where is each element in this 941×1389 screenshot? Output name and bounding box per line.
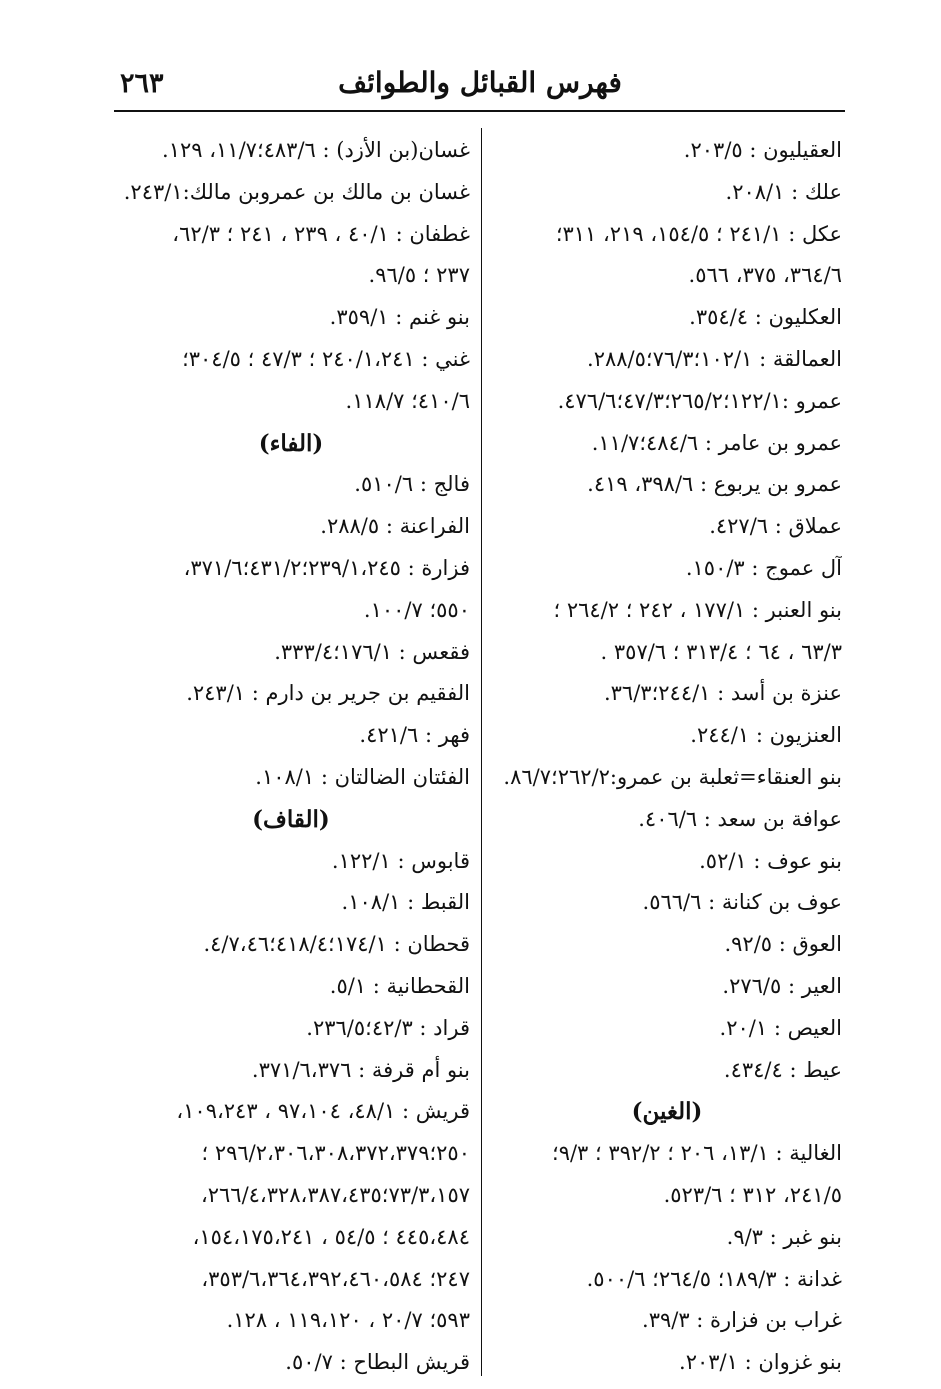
- column-divider: [481, 128, 482, 1376]
- index-entry: غدانة : ١٨٩/٣؛ ٢٦٤/٥؛ ٥٠٠/٦.: [586, 1266, 842, 1291]
- index-entry: فقعس : ١٧٦/١؛٣٣٣/٤.: [274, 639, 470, 664]
- index-entry: بنو العنبر : ١٧٧/١ ، ٢٤٢ ؛ ٢٦٤/٢ ؛: [553, 597, 842, 622]
- index-entry: بنو غزوان : ٢٠٣/١.: [679, 1350, 842, 1375]
- index-entry: ٤٤٥،٤٨٤ ؛ ٥٤/٥ ، ١٥٤،١٧٥،٢٤١،: [192, 1224, 470, 1249]
- index-entry: العيص : ٢٠/١.: [719, 1015, 842, 1040]
- index-entry: غراب بن فزارة : ٣٩/٣.: [642, 1308, 842, 1333]
- index-entry: عمرو :١٢٢/١؛٢٦٥/٢؛٤٧/٣؛٤٧٦/٦.: [557, 388, 842, 413]
- page-number: ٢٦٣: [120, 68, 164, 99]
- section-heading: (القاف): [252, 805, 330, 833]
- index-entry: بنو غبر : ٩/٣.: [726, 1224, 842, 1249]
- index-entry: عكل : ٢٤١/١ ؛ ١٥٤/٥، ٢١٩، ٣١١؛: [555, 221, 842, 246]
- index-entry: بنو أم قرفة : ٣٧١/٦،٣٧٦.: [251, 1057, 470, 1082]
- left-column: [112, 130, 470, 1384]
- index-entry: ٢٤٧؛ ٣٥٣/٦،٣٦٤،٣٩٢،٤٦٠،٥٨٤،: [201, 1266, 470, 1291]
- index-entry: فالج : ٥١٠/٦.: [354, 472, 470, 497]
- index-entry: ٢٤١/٥، ٣١٢ ؛ ٥٢٣/٦.: [663, 1182, 842, 1207]
- index-entry: العير : ٢٧٦/٥.: [722, 973, 842, 998]
- index-entry: عيط : ٤٣٤/٤.: [723, 1057, 842, 1082]
- index-entry: ٧٣/٣،١٥٧؛٢٦٦/٤،٣٢٨،٣٨٧،٤٣٥،: [200, 1182, 470, 1207]
- index-entry: العكليون : ٣٥٤/٤.: [689, 305, 842, 330]
- index-entry: القبط : ١٠٨/١.: [341, 890, 470, 915]
- index-entry: الفقيم بن جرير بن دارم : ٢٤٣/١.: [186, 681, 470, 706]
- index-entry: فزارة : ٢٣٩/١،٢٤٥؛٤٣١/٢؛٣٧١/٦،: [183, 555, 470, 580]
- index-entry: قابوس : ١٢٢/١.: [331, 848, 470, 873]
- index-entry: آل عموج : ١٥٠/٣.: [685, 555, 842, 580]
- index-entry: الغالية : ١٣/١، ٢٠٦ ؛ ٣٩٢/٢ ؛ ٩/٣؛: [552, 1141, 842, 1166]
- index-entry: العقيليون : ٢٠٣/٥.: [683, 138, 842, 162]
- index-entry: العمالقة : ١٠٢/١؛٧٦/٣؛٢٨٨/٥.: [587, 346, 842, 371]
- index-entry: عمرو بن عامر : ٤٨٤/٦؛١١/٧.: [591, 430, 842, 455]
- index-entry: قريش : ٤٨/١، ٩٧،١٠٤ ، ١٠٩،٢٤٣،: [176, 1099, 470, 1124]
- page-title: فهرس القبائل والطوائف: [338, 66, 622, 99]
- index-entry: عوافة بن سعد : ٤٠٦/٦.: [638, 806, 842, 831]
- index-entry: الفراعنة : ٢٨٨/٥.: [320, 514, 470, 539]
- index-entry: ٤١٠/٦؛ ١١٨/٧.: [345, 388, 470, 413]
- index-entry: غطفان : ٤٠/١ ، ٢٣٩ ، ٢٤١ ؛ ٦٢/٣،: [172, 221, 470, 246]
- index-entry: الفئتان الضالتان : ١٠٨/١.: [255, 764, 470, 789]
- index-entry: بنو غنم : ٣٥٩/١.: [329, 305, 470, 330]
- page-header: [120, 62, 840, 110]
- index-entry: عمرو بن يربوع : ٣٩٨/٦، ٤١٩.: [587, 472, 842, 497]
- index-entry: ٢٥٠؛٢٩٦/٢،٣٠٦،٣٠٨،٣٧٢،٣٧٩ ؛: [201, 1141, 470, 1166]
- index-entry: قحطان : ١٧٤/١؛٤١٨/٤؛٤/٧،٤٦.: [203, 932, 470, 957]
- right-column: [492, 130, 842, 1384]
- header-rule: [114, 110, 845, 112]
- index-entry: ٥٩٣؛ ٢٠/٧ ، ١١٩،١٢٠ ، ١٢٨.: [226, 1308, 470, 1333]
- index-entry: العنزيون : ٢٤٤/١.: [690, 723, 842, 748]
- index-entry: عوف بن كنانة : ٥٦٦/٦.: [642, 890, 842, 915]
- index-entry: ٣٦٤/٦، ٣٧٥، ٥٦٦.: [688, 263, 842, 288]
- index-entry: عملاق : ٤٢٧/٦.: [709, 514, 842, 539]
- index-entry: العوق : ٩٢/٥.: [724, 932, 842, 957]
- index-entry: غسان(بن الأزد) : ٤٨٣/٦؛١١/٧، ١٢٩.: [162, 138, 470, 162]
- index-entry: فهر : ٤٢١/٦.: [359, 723, 470, 748]
- index-entry: غني : ٢٤٠/١،٢٤١ ؛ ٤٧/٣ ؛ ٣٠٤/٥؛: [182, 346, 470, 371]
- index-entry: قراد : ٤٢/٣؛٢٣٦/٥.: [306, 1015, 470, 1040]
- index-entry: بنو عوف : ٥٢/١.: [699, 848, 842, 873]
- index-entry: غسان بن مالك بن عمروبن مالك:٢٤٣/١.: [123, 179, 470, 204]
- section-heading: (الغين): [631, 1098, 703, 1126]
- index-entry: ٥٥٠؛ ١٠٠/٧.: [363, 597, 470, 622]
- index-entry: عنزة بن أسد : ٢٤٤/١؛٣٦/٣.: [603, 681, 842, 706]
- index-entry: ٢٣٧ ؛ ٩٦/٥.: [368, 263, 470, 288]
- index-entry: ٦٣/٣ ، ٦٤ ؛ ٣١٣/٤ ؛ ٣٥٧/٦ .: [600, 639, 842, 664]
- index-entry: القحطانية : ٥/١.: [329, 973, 470, 998]
- index-entry: قريش البطاح : ٥٠/٧.: [285, 1350, 470, 1375]
- section-heading: (الفاء): [258, 429, 324, 457]
- index-entry: بنو العنقاء=ثعلبة بن عمرو:٢٦٢/٢؛٨٦/٧.: [503, 764, 842, 789]
- index-entry: علك : ٢٠٨/١.: [725, 179, 842, 204]
